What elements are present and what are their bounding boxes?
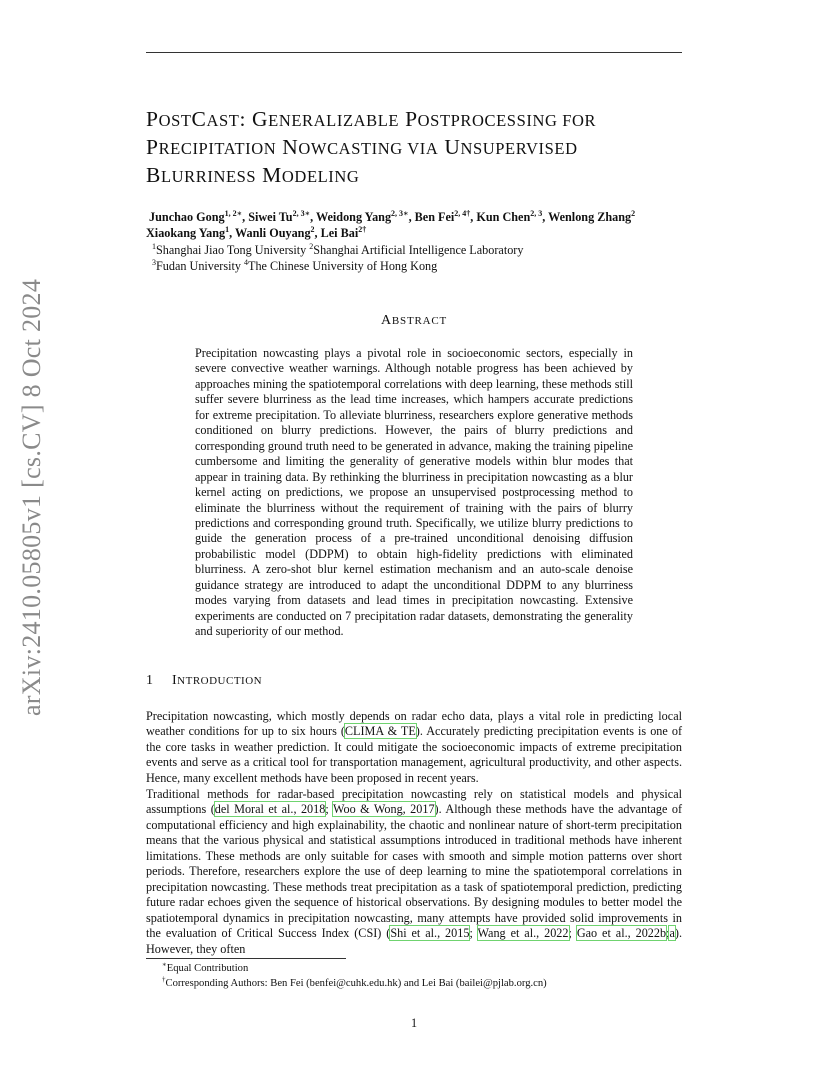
- citation-link[interactable]: Shi et al., 2015: [390, 926, 470, 941]
- arxiv-identifier: arXiv:2410.05805v1 [cs.CV] 8 Oct 2024: [17, 278, 46, 716]
- top-rule: [146, 52, 682, 53]
- paper-title: [146, 106, 691, 190]
- title-line-1: POSTCAST: GENERALIZABLE POSTPROCESSING FOR: [146, 107, 597, 131]
- author-name: Junchao Gong: [149, 210, 225, 224]
- intro-paragraph-1: Precipitation nowcasting, which mostly depends on radar echo data, plays a vital role in predicting local weather conditions for up to six hours (CLIMA & TE). Accurately predicting precipitation events is one of the core tasks in weather prediction. It could mitigate the socioeconomic impacts of extreme precipitation events and serve as a critical tool for transportation management, agricultural productivity, and other aspects. Hence, many excellent methods have been proposed in recent years.: [146, 709, 682, 785]
- citation-link[interactable]: a: [669, 926, 675, 941]
- title-line-2: PRECIPITATION NOWCASTING VIA UNSUPERVISED: [146, 135, 578, 159]
- abstract-text: Precipitation nowcasting plays a pivotal role in socioeconomic sectors, especially in severe convective weather warnings. Although notable progress has been achieved by approaches mining the spatiotemporal correlations with deep learning, these methods still suffer severe blurriness as the lead time increases, which hampers accurate predictions for extreme precipitation. To alleviate blurriness, researchers explore generative methods conditioned on blurry predictions. However, the pairs of blurry predictions and corresponding ground truth need to be generated in advance, making the training pipeline cumbersome and limiting the generality of generative models within blur modes that appear in training data. By rethinking the blurriness in precipitation nowcasting as a blur kernel acting on predictions, we propose an unsupervised postprocessing method to eliminate the blurriness without the requirement of training with the pairs of blurry predictions and corresponding ground truth. Specifically, we utilize blurry predictions to guide the generation process of a pre-trained unconditional denoising diffusion probabilistic model (DDPM) to obtain high-fidelity predictions with eliminated blurriness. A zero-shot blur kernel estimation mechanism and an auto-scale denoise guidance strategy are introduced to adapt the unconditional DDPM to any blurriness modes varying from datasets and lead times in precipitation nowcasting. Extensive experiments are conducted on 7 precipitation radar datasets, demonstrating the generality and superiority of our method.: [195, 346, 633, 639]
- section-heading-introduction: 1 INTRODUCTION: [146, 673, 263, 688]
- footnote: †Corresponding Authors: Ben Fei (benfei@cuhk.edu.hk) and Lei Bai (bailei@pjlab.org.cn): [162, 975, 547, 989]
- citation-link[interactable]: del Moral et al., 2018: [214, 802, 326, 817]
- abstract-heading: ABSTRACT: [380, 313, 448, 328]
- citation-link[interactable]: CLIMA & TE: [344, 724, 416, 739]
- footnote-rule: [146, 958, 346, 959]
- author-name: , Weidong Yang: [310, 210, 392, 224]
- section-number: 1: [146, 673, 154, 688]
- page-number: 1: [410, 1016, 418, 1030]
- author-name: Xiaokang Yang: [146, 226, 226, 240]
- author-list: Junchao Gong$^{1, 2∗}$, Siwei $Tu^{2, 3∗}$, Weidong Yang$^{2, 3∗}$, Ben Fei$^{2, 4\dagger}$, Kun Chen$^{2, 3}$, Wenlong Zhang$^2$ Xiaokang Yang$^1$, Wanli Ouyang$^2$, Lei Bai$^{2\dagger}$: [146, 208, 636, 240]
- author-name: , Wanli Ouyang: [229, 226, 311, 240]
- author-name: , Wenlong Zhang: [542, 210, 632, 224]
- intro-paragraph-2: Traditional methods for radar-based precipitation nowcasting rely on statistical models and physical assumptions (del Moral et al., 2018; Woo & Wong, 2017). Although these methods have the advantage of computational efficiency and high explainability, the chaotic and nonlinear nature of short-term precipitation means that the various physical and statistical assumptions introduced in traditional methods have inherent limitations. These methods are only suitable for cases with smooth and simple motion patterns over short periods. Therefore, researchers explore the use of deep learning to mine the spatiotemporal correlations in precipitation nowcasting. These methods treat precipitation as a task of spatiotemporal prediction, predicting future radar echoes given the sequence of historical observations. By designing modules to better model the spatiotemporal dynamics in precipitation nowcasting, many attempts have provided solid improvements in the evaluation of Critical Success Index (CSI) (Shi et al., 2015; Wang et al., 2022; Gao et al., 2022b;a). However, they often: [146, 787, 683, 956]
- citation-link[interactable]: Wang et al., 2022: [477, 926, 569, 941]
- author-name: , Kun Chen: [470, 210, 531, 224]
- title-line-3: BLURRINESS MODELING: [146, 163, 360, 187]
- author-name: , Lei Bai: [314, 226, 359, 240]
- author-name: , Ben Fei: [408, 210, 455, 224]
- author-name: , Siwei Tu: [242, 210, 293, 224]
- affiliation-line: $^1$Shanghai Jiao Tong University $^2$Shanghai Artificial Intelligence Laboratory: [152, 241, 524, 257]
- citation-link[interactable]: Gao et al., 2022b: [576, 926, 667, 941]
- affiliation-line: $^3$Fudan University $^4$The Chinese University of Hong Kong: [152, 257, 438, 273]
- footnote: ∗Equal Contribution: [162, 960, 249, 974]
- citation-link[interactable]: Woo & Wong, 2017: [332, 802, 435, 817]
